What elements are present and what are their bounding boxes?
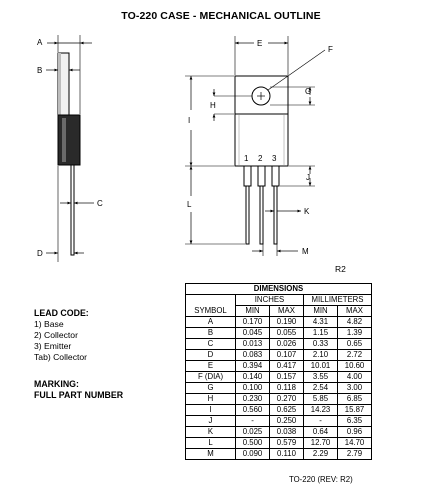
table-title-row — [186, 284, 372, 295]
row-mm-max: 2.72 — [338, 350, 372, 361]
row-in-min: 0.230 — [236, 394, 270, 405]
front-view — [185, 36, 325, 256]
row-in-max: 0.417 — [270, 361, 304, 372]
row-mm-min: 1.15 — [304, 328, 338, 339]
table-group-row — [186, 295, 372, 306]
row-in-max: 0.026 — [270, 339, 304, 350]
lead-1 — [246, 186, 249, 244]
row-mm-min: 4.31 — [304, 317, 338, 328]
lead-code-item: Tab) Collector — [34, 352, 88, 362]
row-in-min: 0.140 — [236, 372, 270, 383]
row-symbol: C — [186, 339, 236, 350]
pin-number-3: 3 — [272, 154, 277, 163]
row-symbol: L — [186, 438, 236, 449]
row-in-max: 0.038 — [270, 427, 304, 438]
row-in-max: 0.579 — [270, 438, 304, 449]
row-in-min: 0.170 — [236, 317, 270, 328]
dim-label-a: A — [37, 38, 43, 47]
row-mm-min: 3.55 — [304, 372, 338, 383]
lead-code-item: 2) Collector — [34, 330, 78, 340]
row-in-max: 0.625 — [270, 405, 304, 416]
row-mm-min: 10.01 — [304, 361, 338, 372]
table-header-row — [186, 306, 372, 317]
row-mm-min: 0.64 — [304, 427, 338, 438]
table-row — [186, 416, 372, 427]
table-title: DIMENSIONS — [186, 284, 372, 295]
row-symbol: F (DIA) — [186, 372, 236, 383]
lead-2 — [260, 186, 263, 244]
row-symbol: D — [186, 350, 236, 361]
col-mm-min: MIN — [304, 306, 338, 317]
row-in-min: 0.025 — [236, 427, 270, 438]
row-mm-max: 4.00 — [338, 372, 372, 383]
dimensions-table — [185, 283, 372, 460]
row-mm-max: 6.85 — [338, 394, 372, 405]
col-in-min: MIN — [236, 306, 270, 317]
row-mm-min: 12.70 — [304, 438, 338, 449]
row-in-max: 0.190 — [270, 317, 304, 328]
group-inches: INCHES — [236, 295, 304, 306]
marking-title: MARKING: — [34, 379, 79, 389]
dim-label-f: F — [328, 45, 333, 54]
side-view-body — [58, 115, 80, 165]
dim-label-m: M — [302, 247, 309, 256]
pin-number-1: 1 — [244, 154, 249, 163]
col-symbol: SYMBOL — [186, 306, 236, 317]
row-symbol: M — [186, 449, 236, 460]
row-mm-max: 15.87 — [338, 405, 372, 416]
row-mm-max: 0.96 — [338, 427, 372, 438]
dim-label-e: E — [257, 39, 263, 48]
table-row — [186, 438, 372, 449]
table-row — [186, 339, 372, 350]
table-row — [186, 350, 372, 361]
dim-label-i: I — [188, 116, 191, 125]
dim-label-k: K — [304, 207, 310, 216]
row-mm-max: 6.35 — [338, 416, 372, 427]
row-mm-min: - — [304, 416, 338, 427]
lead-code-item: 1) Base — [34, 319, 64, 329]
row-mm-max: 2.79 — [338, 449, 372, 460]
row-in-min: 0.500 — [236, 438, 270, 449]
dim-label-h: H — [210, 101, 216, 110]
group-millimeters: MILLIMETERS — [304, 295, 372, 306]
row-in-max: 0.250 — [270, 416, 304, 427]
row-mm-max: 1.39 — [338, 328, 372, 339]
table-row — [186, 449, 372, 460]
row-symbol: B — [186, 328, 236, 339]
row-symbol: H — [186, 394, 236, 405]
marking-value: FULL PART NUMBER — [34, 390, 124, 400]
lead-code-item: 3) Emitter — [34, 341, 72, 351]
row-symbol: A — [186, 317, 236, 328]
row-symbol: K — [186, 427, 236, 438]
dim-label-c: C — [97, 199, 103, 208]
row-in-max: 0.110 — [270, 449, 304, 460]
table-row — [186, 372, 372, 383]
dim-label-g: G — [305, 87, 312, 96]
table-row — [186, 317, 372, 328]
col-in-max: MAX — [270, 306, 304, 317]
row-in-min: - — [236, 416, 270, 427]
row-in-min: 0.394 — [236, 361, 270, 372]
table-row — [186, 328, 372, 339]
marking-block — [34, 379, 123, 401]
row-mm-max: 10.60 — [338, 361, 372, 372]
row-mm-min: 14.23 — [304, 405, 338, 416]
row-in-min: 0.090 — [236, 449, 270, 460]
row-mm-min: 2.29 — [304, 449, 338, 460]
row-in-max: 0.107 — [270, 350, 304, 361]
table-row — [186, 361, 372, 372]
row-in-max: 0.270 — [270, 394, 304, 405]
row-in-min: 0.083 — [236, 350, 270, 361]
row-mm-max: 4.82 — [338, 317, 372, 328]
dim-label-b: B — [37, 66, 43, 75]
row-mm-min: 5.85 — [304, 394, 338, 405]
row-in-max: 0.055 — [270, 328, 304, 339]
page-title: TO-220 CASE - MECHANICAL OUTLINE — [121, 10, 321, 22]
row-in-min: 0.560 — [236, 405, 270, 416]
row-mm-max: 3.00 — [338, 383, 372, 394]
lead-code-block — [34, 308, 89, 363]
row-mm-min: 0.33 — [304, 339, 338, 350]
row-in-max: 0.118 — [270, 383, 304, 394]
row-mm-max: 0.65 — [338, 339, 372, 350]
row-in-max: 0.157 — [270, 372, 304, 383]
row-symbol: I — [186, 405, 236, 416]
table-row — [186, 427, 372, 438]
col-mm-max: MAX — [338, 306, 372, 317]
row-in-min: 0.013 — [236, 339, 270, 350]
row-in-min: 0.100 — [236, 383, 270, 394]
lead-code-title: LEAD CODE: — [34, 308, 89, 318]
side-view-lead — [71, 165, 74, 255]
row-mm-max: 14.70 — [338, 438, 372, 449]
row-symbol: E — [186, 361, 236, 372]
row-mm-min: 2.54 — [304, 383, 338, 394]
table-row — [186, 394, 372, 405]
dim-label-j: J — [306, 173, 310, 182]
row-symbol: G — [186, 383, 236, 394]
dim-label-d: D — [37, 249, 43, 258]
row-symbol: J — [186, 416, 236, 427]
table-row — [186, 383, 372, 394]
row-mm-min: 2.10 — [304, 350, 338, 361]
pin-number-2: 2 — [258, 154, 263, 163]
revision-mark: R2 — [335, 264, 346, 274]
side-view — [46, 35, 94, 262]
table-row — [186, 405, 372, 416]
lead-3 — [274, 186, 277, 244]
table-footer: TO-220 (REV: R2) — [289, 475, 353, 484]
dim-label-l: L — [187, 200, 192, 209]
row-in-min: 0.045 — [236, 328, 270, 339]
